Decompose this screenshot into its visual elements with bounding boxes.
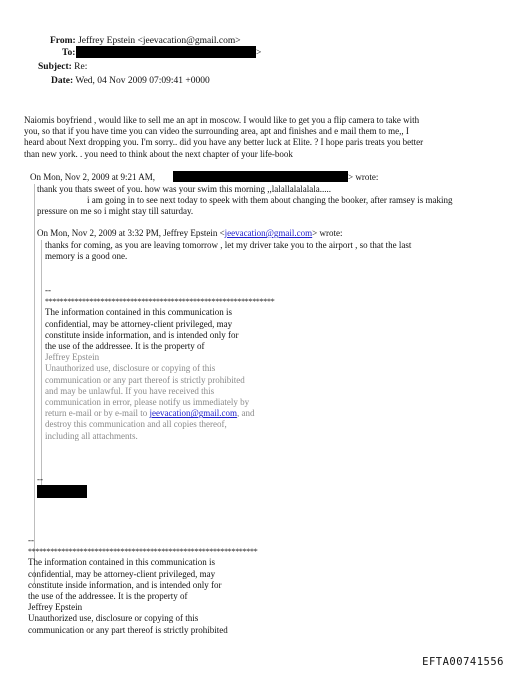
disclaimer-return-prefix: return e-mail or by e-mail to (45, 408, 150, 419)
body-line: than new york. . you need to think about the next chapter of your life-book (24, 148, 293, 159)
quote2-email-link[interactable]: jeevacation@gmail.com (224, 228, 313, 238)
message-body (24, 115, 500, 160)
date-line (51, 75, 210, 87)
quote-bar-outer (34, 184, 35, 584)
document-id: EFTA00741556 (422, 656, 504, 668)
subject-line (38, 61, 87, 73)
separator-stars: ************************************************************** (28, 547, 258, 557)
quote1-line: thank you thats sweet of you. how was your swim this morning ,,lalallalalalala..... (37, 184, 331, 194)
quote2-intro (37, 228, 497, 239)
disclaimer-line: communication or any part thereof is strictly prohibited (45, 374, 245, 385)
disclaimer-email-link[interactable]: jeevacation@gmail.com (149, 408, 237, 419)
disclaimer-line: Jeffrey Epstein (45, 352, 100, 363)
subject-label: Subject: (38, 62, 72, 72)
signature-dashes: -- (28, 535, 34, 545)
disclaimer-line: the use of the addressee. It is the property of (28, 591, 188, 602)
to-line (62, 47, 75, 59)
disclaimer-line: constitute inside information, and is intended only for (45, 329, 239, 340)
disclaimer-line (45, 408, 365, 419)
quote-bar-inner (41, 240, 42, 495)
disclaimer-inner (45, 285, 365, 442)
disclaimer-line: communication or any part thereof is strictly prohibited (28, 624, 228, 635)
disclaimer-line: confidential, may be attorney-client privileged, may (28, 568, 216, 579)
to-label: To: (62, 48, 76, 58)
quote2-body (45, 240, 500, 262)
disclaimer-return-suffix: , and (236, 408, 255, 419)
body-line: heard about Next dropping you. I'm sorry.. did you have any better luck at Elite. ? I hope paris treats you better (24, 137, 424, 148)
from-label: From: (50, 36, 76, 46)
disclaimer-line: Jeffrey Epstein (28, 602, 83, 613)
quote1-line: i am going in to see next today to speek with them about changing the booker, after ramsey is making (87, 195, 453, 206)
quote1-body (37, 184, 497, 218)
quote2-line: memory is a good one. (45, 251, 128, 262)
from-value: Jeffrey Epstein <jeevacation@gmail.com> (78, 36, 241, 46)
subject-value: Re: (74, 62, 88, 72)
quote1-intro-suffix: > wrote: (348, 172, 379, 182)
redaction-signature (37, 485, 87, 498)
redaction-to-address (76, 46, 256, 58)
body-line: Naiomis boyfriend , would like to sell me an apt in moscow. I would like to get you a flip camera to take with (24, 115, 420, 125)
disclaimer-line: Unauthorized use, disclosure or copying of this (28, 613, 199, 624)
disclaimer-line: The information contained in this communication is (28, 557, 215, 568)
disclaimer-line: and may be unlawful. If you have received this (45, 385, 215, 396)
disclaimer-line: including all attachments. (45, 430, 138, 441)
disclaimer-outer (28, 535, 358, 636)
to-suffix: > (256, 48, 262, 58)
disclaimer-line: confidential, may be attorney-client privileged, may (45, 318, 233, 329)
quote1-line: pressure on me so i might stay till saturday. (37, 206, 194, 217)
redaction-sender-1 (173, 171, 348, 182)
date-value: Wed, 04 Nov 2009 07:09:41 +0000 (75, 76, 210, 86)
separator-stars: ************************************************************** (45, 297, 275, 307)
signature-dashes: -- (45, 285, 51, 295)
disclaimer-line: The information contained in this communication is (45, 307, 232, 318)
body-line: you, so that if you have time you can video the surrounding area, apt and finishes and e mail them to me,, I (24, 126, 409, 137)
disclaimer-line: constitute inside information, and is intended only for (28, 579, 222, 590)
disclaimer-line: destroy this communication and all copies thereof, (45, 419, 227, 430)
disclaimer-line: the use of the addressee. It is the property of (45, 341, 205, 352)
quote2-intro-suffix: > wrote: (312, 228, 343, 238)
quote1-intro-prefix: On Mon, Nov 2, 2009 at 9:21 AM, (30, 172, 156, 182)
quote2-line: thanks for coming, as you are leaving tomorrow , let my driver take you to the airport , so that the last (45, 240, 412, 250)
disclaimer-line: communication in error, please notify us immediately by (45, 397, 250, 408)
quote2-intro-prefix: On Mon, Nov 2, 2009 at 3:32 PM, Jeffrey Epstein < (37, 228, 225, 238)
date-label: Date: (51, 76, 74, 86)
disclaimer-line: Unauthorized use, disclosure or copying of this (45, 363, 216, 374)
signature-dashes-2: -- (37, 474, 43, 484)
